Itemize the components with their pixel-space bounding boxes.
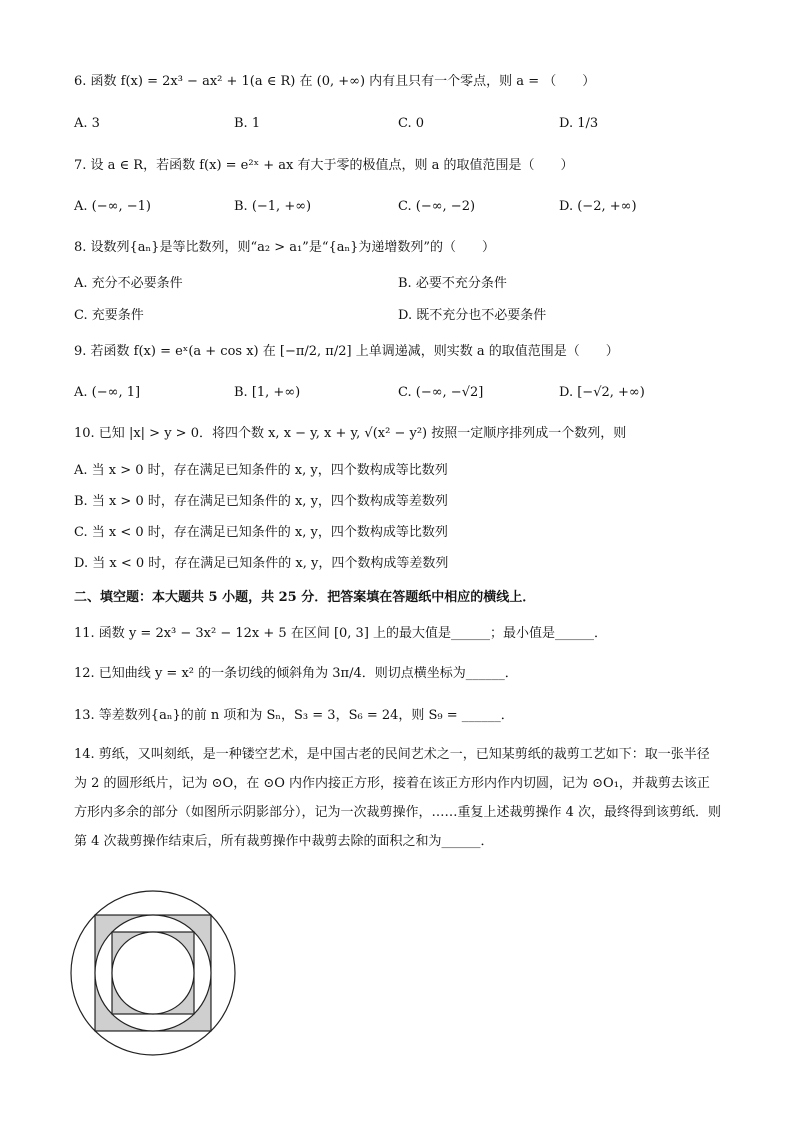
- q7-option-b: B. (−1, +∞): [234, 199, 312, 214]
- q7-option-a: A. (−∞, −1): [74, 199, 151, 214]
- q10-option-c: C. 当 x < 0 时，存在满足已知条件的 x, y，四个数构成等比数列: [74, 525, 448, 540]
- q8-option-a: A. 充分不必要条件: [74, 276, 183, 291]
- q6-option-a: A. 3: [74, 116, 100, 131]
- q6-option-b: B. 1: [234, 116, 261, 131]
- question-9-stem: 9. 若函数 f(x) = eˣ(a + cos x) 在 [−π/2, π/2] 上单调递减，则实数 a 的取值范围是（ ）: [74, 344, 619, 359]
- q7-option-c: C. (−∞, −2): [398, 199, 476, 214]
- q9-option-a: A. (−∞, 1]: [74, 385, 141, 400]
- section-2-heading: 二、填空题：本大题共 5 小题，共 25 分．把答案填在答题纸中相应的横线上．: [74, 590, 536, 605]
- q9-option-b: B. [1, +∞): [234, 385, 301, 400]
- q10-option-d: D. 当 x < 0 时，存在满足已知条件的 x, y，四个数构成等差数列: [74, 556, 449, 571]
- paper-cut-figure: [68, 888, 238, 1058]
- q10-option-b: B. 当 x > 0 时，存在满足已知条件的 x, y，四个数构成等差数列: [74, 494, 448, 509]
- q6-option-c: C. 0: [398, 116, 425, 131]
- q9-option-c: C. (−∞, −√2]: [398, 385, 484, 400]
- question-13: 13. 等差数列{aₙ}的前 n 项和为 Sₙ，S₃ = 3，S₆ = 24，则 S₉ = ______．: [74, 708, 514, 723]
- question-7-stem: 7. 设 a ∈ R，若函数 f(x) = e²ˣ + ax 有大于零的极值点，则 a 的取值范围是（ ）: [74, 158, 574, 173]
- question-8-stem: 8. 设数列{aₙ}是等比数列，则“a₂ > a₁”是“{aₙ}为递增数列”的（ ）: [74, 240, 496, 255]
- question-11: 11. 函数 y = 2x³ − 3x² − 12x + 5 在区间 [0, 3] 上的最大值是______；最小值是______．: [74, 626, 608, 641]
- q8-option-d: D. 既不充分也不必要条件: [398, 308, 547, 323]
- q8-option-b: B. 必要不充分条件: [398, 276, 507, 291]
- q8-option-c: C. 充要条件: [74, 308, 144, 323]
- q10-option-a: A. 当 x > 0 时，存在满足已知条件的 x, y，四个数构成等比数列: [74, 463, 448, 478]
- q7-option-d: D. (−2, +∞): [559, 199, 637, 214]
- q9-option-d: D. [−√2, +∞): [559, 385, 645, 400]
- inscribed-circle-2: [112, 932, 194, 1014]
- question-12: 12. 已知曲线 y = x² 的一条切线的倾斜角为 3π/4．则切点横坐标为______．: [74, 666, 518, 681]
- q6-option-d: D. 1/3: [559, 116, 599, 131]
- question-10-stem: 10. 已知 |x| > y > 0．将四个数 x, x − y, x + y, √(x² − y²) 按照一定顺序排列成一个数列，则: [74, 426, 627, 441]
- question-14: 14. 剪纸，又叫刻纸，是一种镂空艺术，是中国古老的民间艺术之一，已知某剪纸的裁剪工艺如下：取一张半径为 2 的圆形纸片，记为 ⊙O，在 ⊙O 内作内接正方形，接着在该正方形内作内切圆，记为 ⊙O₁，并裁剪去该正方形内多余的部分（如图所示阴影部分），记为一次裁剪操作，……重复上述裁剪操作 4 次，最终得到该剪纸．则第 4 次裁剪操作结束后，所有裁剪操作中裁剪去除的面积之和为______．: [74, 747, 722, 849]
- question-6-stem: 6. 函数 f(x) = 2x³ − ax² + 1(a ∈ R) 在 (0, +∞) 内有且只有一个零点，则 a = （ ）: [74, 74, 596, 89]
- figure-shapes: [71, 891, 235, 1055]
